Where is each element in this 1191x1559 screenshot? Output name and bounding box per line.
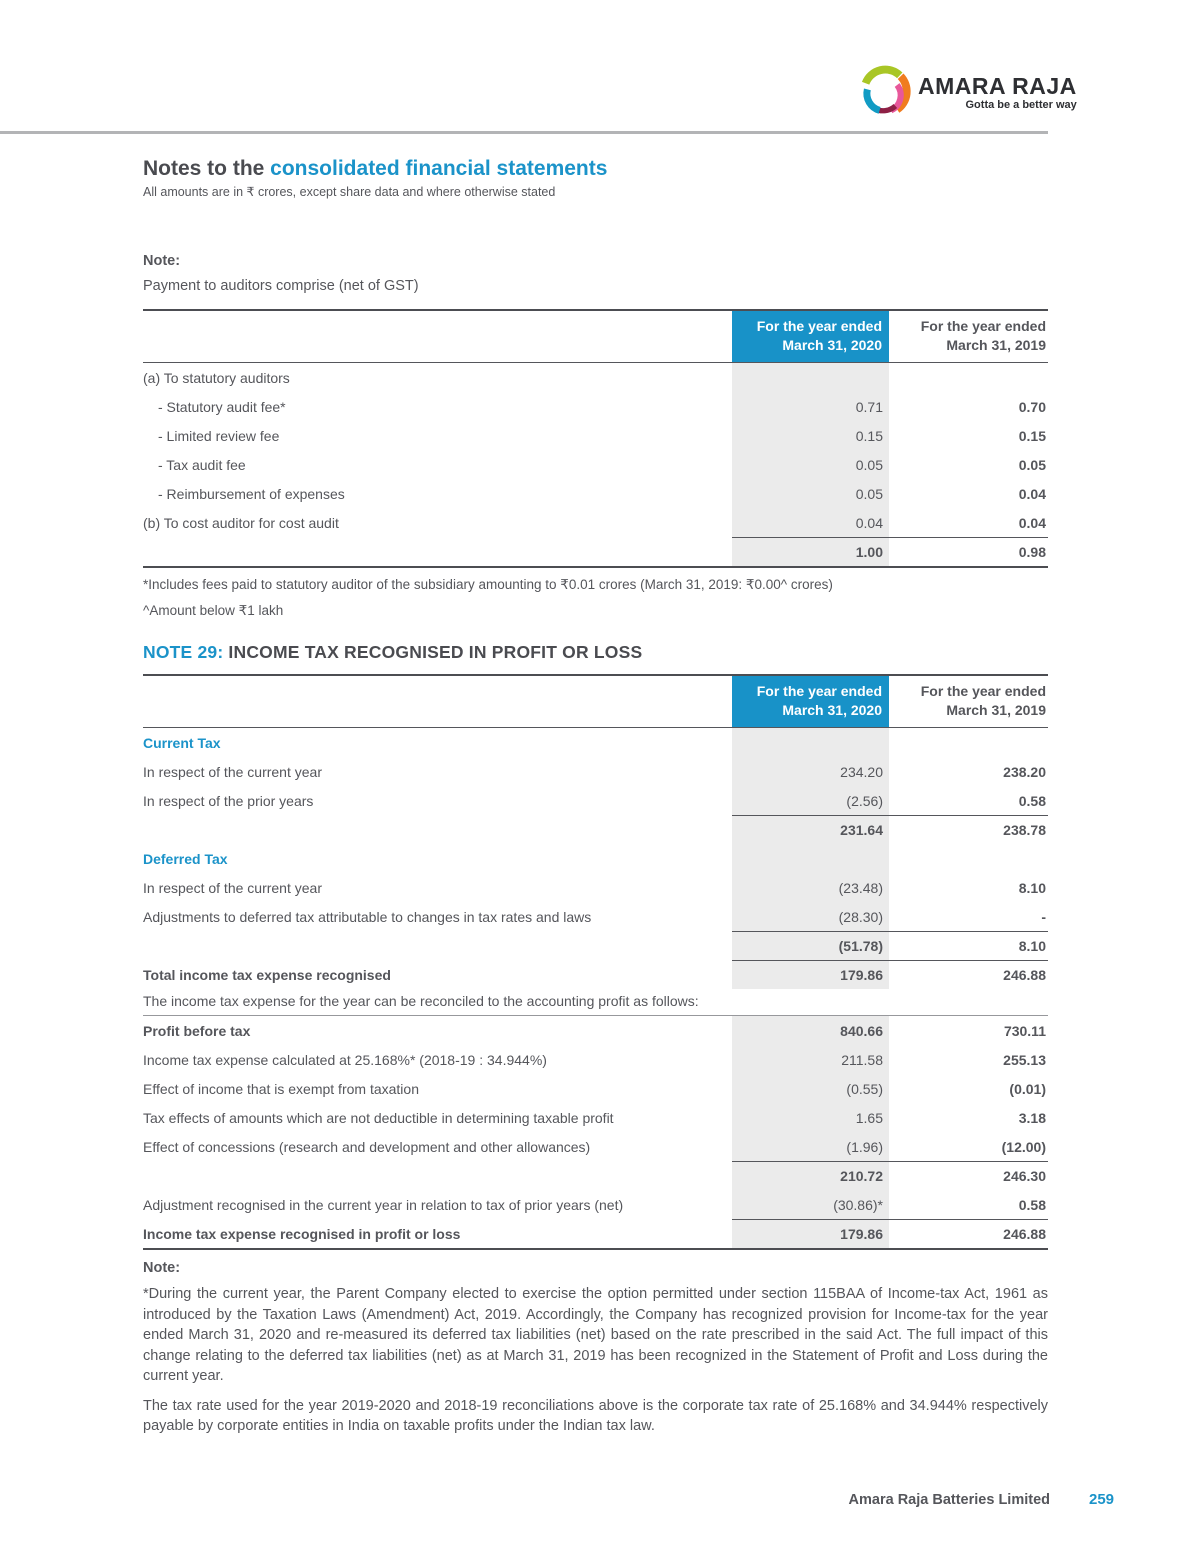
value-2020: 1.00 [732,537,889,566]
row-label: Effect of income that is exempt from taxation [143,1080,419,1097]
value-2020: (28.30) [732,902,889,931]
value-2020: 840.66 [732,1016,889,1045]
auditors-table [143,309,1048,568]
value-2019: 0.15 [1018,427,1046,444]
value-2019: 246.88 [889,1219,1048,1248]
value-2019 [889,728,1048,757]
value-2020: 231.64 [732,815,889,844]
footnote: ^Amount below ₹1 lakh [143,603,284,618]
page-subtitle: All amounts are in ₹ crores, except share data and where otherwise stated [143,185,556,199]
value-2020 [732,363,889,392]
page-title [143,157,1048,181]
value-2019: 8.10 [889,931,1048,960]
row-label: Total income tax expense recognised [143,966,391,983]
note29-heading [143,642,1048,663]
value-2019: 0.58 [1018,1196,1046,1213]
value-2019: 246.88 [889,960,1048,989]
table-row [143,873,1048,902]
table-row [143,479,1048,508]
table-row [143,1045,1048,1074]
value-2020: (30.86)* [732,1190,889,1219]
income-tax-table-header [143,676,1048,728]
page-title-highlight: consolidated financial statements [270,157,608,180]
row-label: Effect of concessions (research and development and other allowances) [143,1138,591,1155]
col-header-2020: For the year ended March 31, 2020 [732,676,889,727]
value-2020: 211.58 [732,1045,889,1074]
note29-number: NOTE 29: [143,642,224,662]
value-2020: (2.56) [732,786,889,815]
col-header-2019: For the year ended March 31, 2019 [920,318,1046,353]
value-2020: 0.05 [732,479,889,508]
brand-tagline: Gotta be a better way [965,98,1077,111]
value-2019: (12.00) [1001,1138,1046,1155]
col-header-2019: For the year ended March 31, 2019 [920,683,1046,718]
table-row [143,728,1048,757]
value-2019 [889,844,1048,873]
endnote-label: Note: [143,1260,181,1276]
value-2019: 0.58 [1018,792,1046,809]
note-intro-text: Payment to auditors comprise (net of GST) [143,278,419,294]
table-row [143,931,1048,960]
row-label: - Tax audit fee [158,456,246,473]
value-2019: (0.01) [1009,1080,1046,1097]
table-row [143,902,1048,931]
col-header-2020: For the year ended March 31, 2020 [732,311,889,362]
row-label: Current Tax [143,734,221,751]
row-label [143,1161,732,1190]
note29-title: INCOME TAX RECOGNISED IN PROFIT OR LOSS [223,642,643,662]
table-row [143,757,1048,786]
value-2019: 730.11 [1003,1022,1046,1039]
note-label: Note: [143,253,181,269]
table-row [143,1161,1048,1190]
table-row [143,1219,1048,1248]
value-2019: 0.70 [1018,398,1046,415]
value-2019: 238.78 [889,815,1048,844]
value-2020: (23.48) [732,873,889,902]
value-2020: 179.86 [732,960,889,989]
table-row [143,363,1048,392]
value-2019: 0.98 [889,537,1048,566]
value-2020: 0.15 [732,421,889,450]
row-label [143,815,732,844]
value-2020: (1.96) [732,1132,889,1161]
value-2020 [732,844,889,873]
table-row [143,1074,1048,1103]
table-row [143,815,1048,844]
row-label [143,931,732,960]
row-label: Tax effects of amounts which are not deductible in determining taxable profit [143,1109,614,1126]
row-label: Income tax expense recognised in profit or loss [143,1225,461,1242]
row-label: The income tax expense for the year can be reconciled to the accounting profit as follows: [143,989,1048,1016]
value-2019: 3.18 [1018,1109,1046,1126]
table-row [143,450,1048,479]
value-2019: 238.20 [1003,763,1046,780]
row-label: - Statutory audit fee* [158,398,286,415]
page-title-prefix: Notes to the [143,157,271,180]
value-2019 [889,363,1048,392]
row-label [143,537,732,566]
value-2020: 0.04 [732,508,889,537]
footnote: *Includes fees paid to statutory auditor of the subsidiary amounting to ₹0.01 crores (March 31, 2019: ₹0.00^ crores) [143,577,833,592]
value-2020: (51.78) [732,931,889,960]
value-2020: (0.55) [732,1074,889,1103]
table-row [143,421,1048,450]
value-2020 [732,728,889,757]
row-label: - Limited review fee [158,427,280,444]
income-tax-table [143,674,1048,1250]
row-label: (b) To cost auditor for cost audit [143,514,339,531]
auditors-table-body [143,363,1048,566]
value-2019: 8.10 [1018,879,1046,896]
value-2020: 0.71 [732,392,889,421]
table-row [143,844,1048,873]
note-paragraph: *During the current year, the Parent Company elected to exercise the option permitted under section 115BAA of Income-tax Act, 1961 as introduced by the Taxation Laws (Amendment) Act, 2019. Accordingly, the Company has recognized provision for Income-tax for the year ended March 31, 2020 and re-measured its deferred tax liabilities (net) based on the rate prescribed in the said Act. The full impact of this change relating to the deferred tax liabilities (net) as at March 31, 2019 has been recognized in the Statement of Profit and Loss during the current year. [143,1286,1048,1384]
table-row [143,1103,1048,1132]
row-label: Deferred Tax [143,850,228,867]
value-2019: 246.30 [889,1161,1048,1190]
row-label: Profit before tax [143,1022,251,1039]
table-row [143,1016,1048,1045]
value-2019: 0.04 [1018,485,1046,502]
note-paragraph: The tax rate used for the year 2019-2020 and 2018-19 reconciliations above is the corporate tax rate of 25.168% and 34.944% respectively payable by corporate entities in India on taxable profits under the Indian tax law. [143,1397,1048,1434]
table-row [143,392,1048,421]
value-2019: - [1041,908,1046,925]
value-2019: 255.13 [1003,1051,1046,1068]
value-2020: 1.65 [732,1103,889,1132]
value-2020: 234.20 [732,757,889,786]
table-row [143,989,1048,1016]
row-label: In respect of the current year [143,879,322,896]
table-row [143,508,1048,537]
brand-name: AMARA RAJA [918,72,1077,99]
row-label: (a) To statutory auditors [143,369,290,386]
auditors-footnotes [143,577,1048,619]
content-column [143,0,1048,1446]
footer-page-number: 259 [1089,1491,1115,1508]
row-label: Adjustments to deferred tax attributable to changes in tax rates and laws [143,908,592,925]
table-row [143,537,1048,566]
value-2019: 0.05 [1018,456,1046,473]
income-tax-table-body [143,728,1048,1248]
row-label: Adjustment recognised in the current year in relation to tax of prior years (net) [143,1196,624,1213]
row-label: In respect of the current year [143,763,322,780]
value-2019: 0.04 [1018,514,1046,531]
row-label: Income tax expense calculated at 25.168%* (2018-19 : 34.944%) [143,1051,547,1068]
table-row [143,786,1048,815]
table-row [143,960,1048,989]
table-row [143,1132,1048,1161]
value-2020: 0.05 [732,450,889,479]
value-2020: 179.86 [732,1219,889,1248]
endnotes [143,1260,1048,1437]
footer-company: Amara Raja Batteries Limited [848,1492,1050,1508]
value-2020: 210.72 [732,1161,889,1190]
row-label: - Reimbursement of expenses [158,485,345,502]
row-label: In respect of the prior years [143,792,314,809]
table-row [143,1190,1048,1219]
auditors-table-header [143,311,1048,363]
